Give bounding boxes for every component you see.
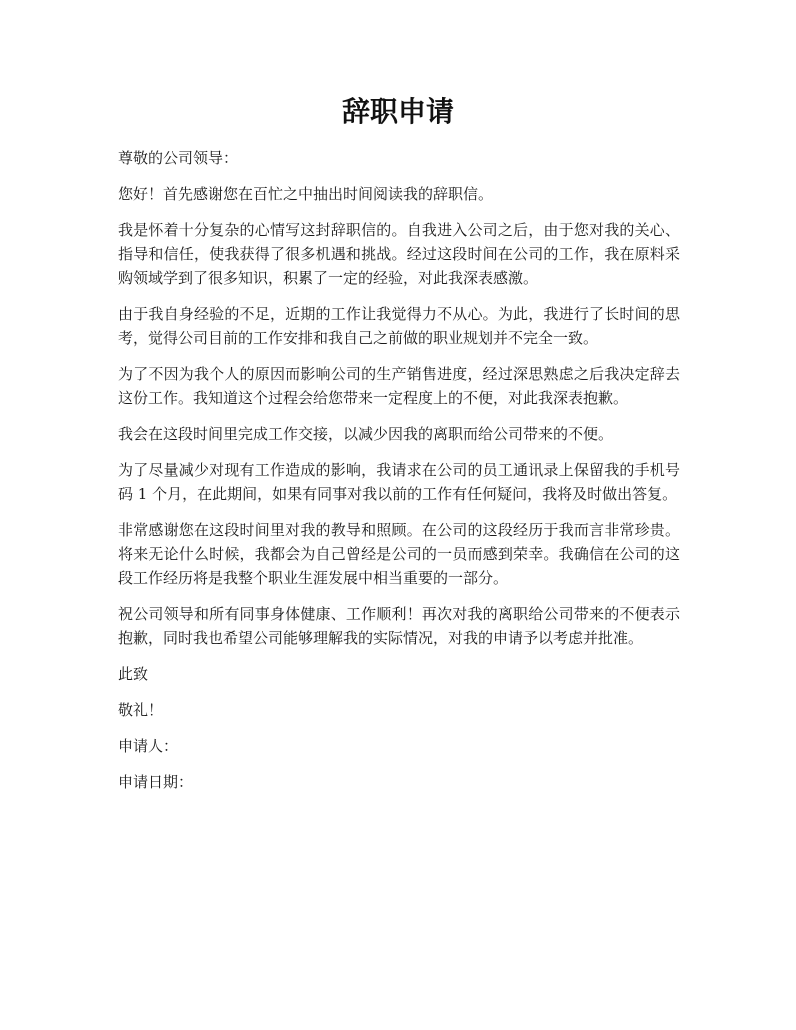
paragraph-contact: 为了尽量减少对现有工作造成的影响，我请求在公司的员工通讯录上保留我的手机号码 1 个月，在此期间，如果有同事对我以前的工作有任何疑问，我将及时做出答复。 [118, 461, 680, 503]
paragraph-greeting: 您好！首先感谢您在百忙之中抽出时间阅读我的辞职信。 [118, 185, 494, 203]
document-title: 辞职申请 [341, 95, 454, 128]
paragraph-thanks: 非常感谢您在这段时间里对我的教导和照顾。在公司的这段经历于我而言非常珍贵。将来无论什么时候，我都会为自己曾经是公司的一员而感到荣幸。我确信在公司的这段工作经历将是我整个职业生涯发展中相当重要的一部分。 [118, 521, 680, 587]
document-body [118, 146, 680, 806]
salutation: 尊敬的公司领导： [118, 149, 239, 167]
paragraph-handover: 我会在这段时间里完成工作交接，以减少因我的离职而给公司带来的不便。 [118, 425, 614, 443]
applicant-label: 申请人： [118, 737, 179, 755]
paragraph-reason: 由于我自身经验的不足，近期的工作让我觉得力不从心。为此，我进行了长时间的思考，觉得公司目前的工作安排和我自己之前做的职业规划并不完全一致。 [118, 305, 680, 347]
paragraph-wishes: 祝公司领导和所有同事身体健康、工作顺利！再次对我的离职给公司带来的不便表示抱歉，同时我也希望公司能够理解我的实际情况，对我的申请予以考虑并批准。 [118, 605, 680, 647]
closing-line-2: 敬礼！ [118, 701, 164, 719]
paragraph-decision: 为了不因为我个人的原因而影响公司的生产销售进度，经过深思熟虑之后我决定辞去这份工作。我知道这个过程会给您带来一定程度上的不便，对此我深表抱歉。 [118, 365, 680, 407]
paragraph-gratitude: 我是怀着十分复杂的心情写这封辞职信的。自我进入公司之后，由于您对我的关心、指导和信任，使我获得了很多机遇和挑战。经过这段时间在公司的工作，我在原料采购领域学到了很多知识，积累了一定的经验，对此我深表感激。 [118, 221, 680, 287]
closing-line-1: 此致 [118, 665, 149, 683]
date-label: 申请日期： [118, 773, 194, 791]
